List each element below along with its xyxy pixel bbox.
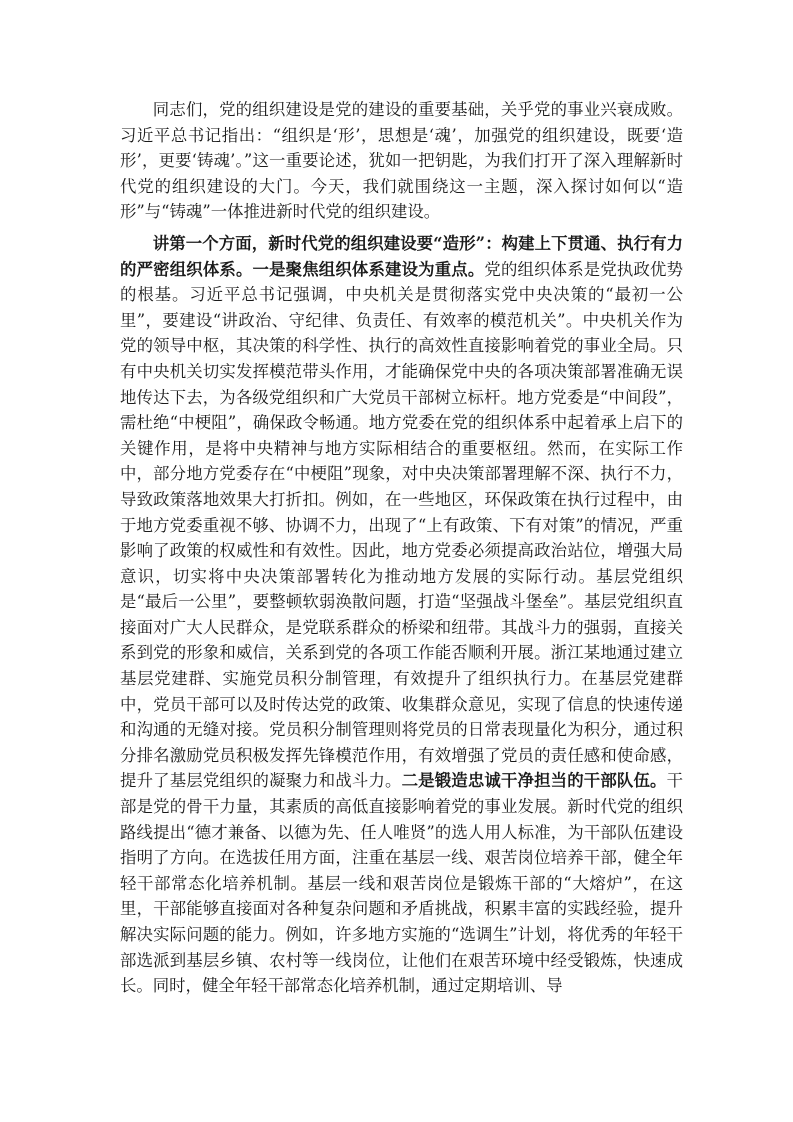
subsection-heading-bold: 二是锻造忠诚干净担当的干部队伍。 <box>401 771 667 791</box>
section-body-text: 党的组织体系是党执政优势的根基。习近平总书记强调，中央机关是贯彻落实党中央决策的“最初一公里”，要建设“讲政治、守纪律、负责任、有效率的模范机关”。中央机关作为党的领导中枢，其决策的科学性、执行的高效性直接影响着党的事业全局。只有中央机关切实发挥模范带头作用，才能确保党中央的各项决策部署准确无误地传达下去，为各级党组织和广大党员干部树立标杆。地方党委是“中间段”，需杜绝“中梗阻”，确保政令畅通。地方党委在党的组织体系中起着承上启下的关键作用，是将中央精神与地方实际相结合的重要枢纽。然而，在实际工作中，部分地方党委存在“中梗阻”现象，对中央决策部署理解不深、执行不力，导致政策落地效果大打折扣。例如，在一些地区，环保政策在执行过程中，由于地方党委重视不够、协调不力，出现了“上有政策、下有对策”的情况，严重影响了政策的权威性和有效性。因此，地方党委必须提高政治站位，增强大局意识，切实将中央决策部署转化为推动地方发展的实际行动。基层党组织是“最后一公里”，要整顿软弱涣散问题，打造“坚强战斗堡垒”。基层党组织直接面对广大人民群众，是党联系群众的桥梁和纽带。其战斗力的强弱，直接关系到党的形象和威信，关系到党的各项工作能否顺利开展。浙江某地通过建立基层党建群、实施党员积分制管理，有效提升了组织执行力。在基层党建群中，党员干部可以及时传达党的政策、收集群众意见，实现了信息的快速传递和沟通的无缝对接。党员积分制管理则将党员的日常表现量化为积分，通过积分排名激励党员积极发挥先锋模范作用，有效增强了党员的责任感和使命感，提升了基层党组织的凝聚力和战斗力。 <box>120 259 683 791</box>
subsection-body-text: 干部是党的骨干力量，其素质的高低直接影响着党的事业发展。新时代党的组织路线提出“德才兼备、以德为先、任人唯贤”的选人用人标准，为干部队伍建设指明了方向。在选拔任用方面，注重在基层一线、艰苦岗位培养干部，健全年轻干部常态化培养机制。基层一线和艰苦岗位是锻炼干部的“大熔炉”，在这里，干部能够直接面对各种复杂问题和矛盾挑战，积累丰富的实践经验，提升解决实际问题的能力。例如，许多地方实施的“选调生”计划，将优秀的年轻干部选派到基层乡镇、农村等一线岗位，让他们在艰苦环境中经受锻炼，快速成长。同时，健全年轻干部常态化培养机制，通过定期培训、导 <box>120 771 684 996</box>
paragraph-intro-text: 同志们，党的组织建设是党的建设的重要基础，关乎党的事业兴衰成败。习近平总书记指出：“组织是‘形’，思想是‘魂’，加强党的组织建设，既要‘造形’，更要‘铸魂’。”这一重要论述，犹如一把钥匙，为我们打开了深入理解新时代党的组织建设的大门。今天，我们就围绕这一主题，深入探讨如何以“造形”与“铸魂”一体推进新时代党的组织建设。 <box>120 100 683 222</box>
paragraph-intro <box>120 97 683 225</box>
section-heading-bold: 讲第一个方面，新时代党的组织建设要“造形”：构建上下贯通、执行有力的严密组织体系。一是聚焦组织体系建设为重点。 <box>120 233 683 279</box>
document-body <box>120 97 683 999</box>
paragraph-organization <box>120 231 683 999</box>
